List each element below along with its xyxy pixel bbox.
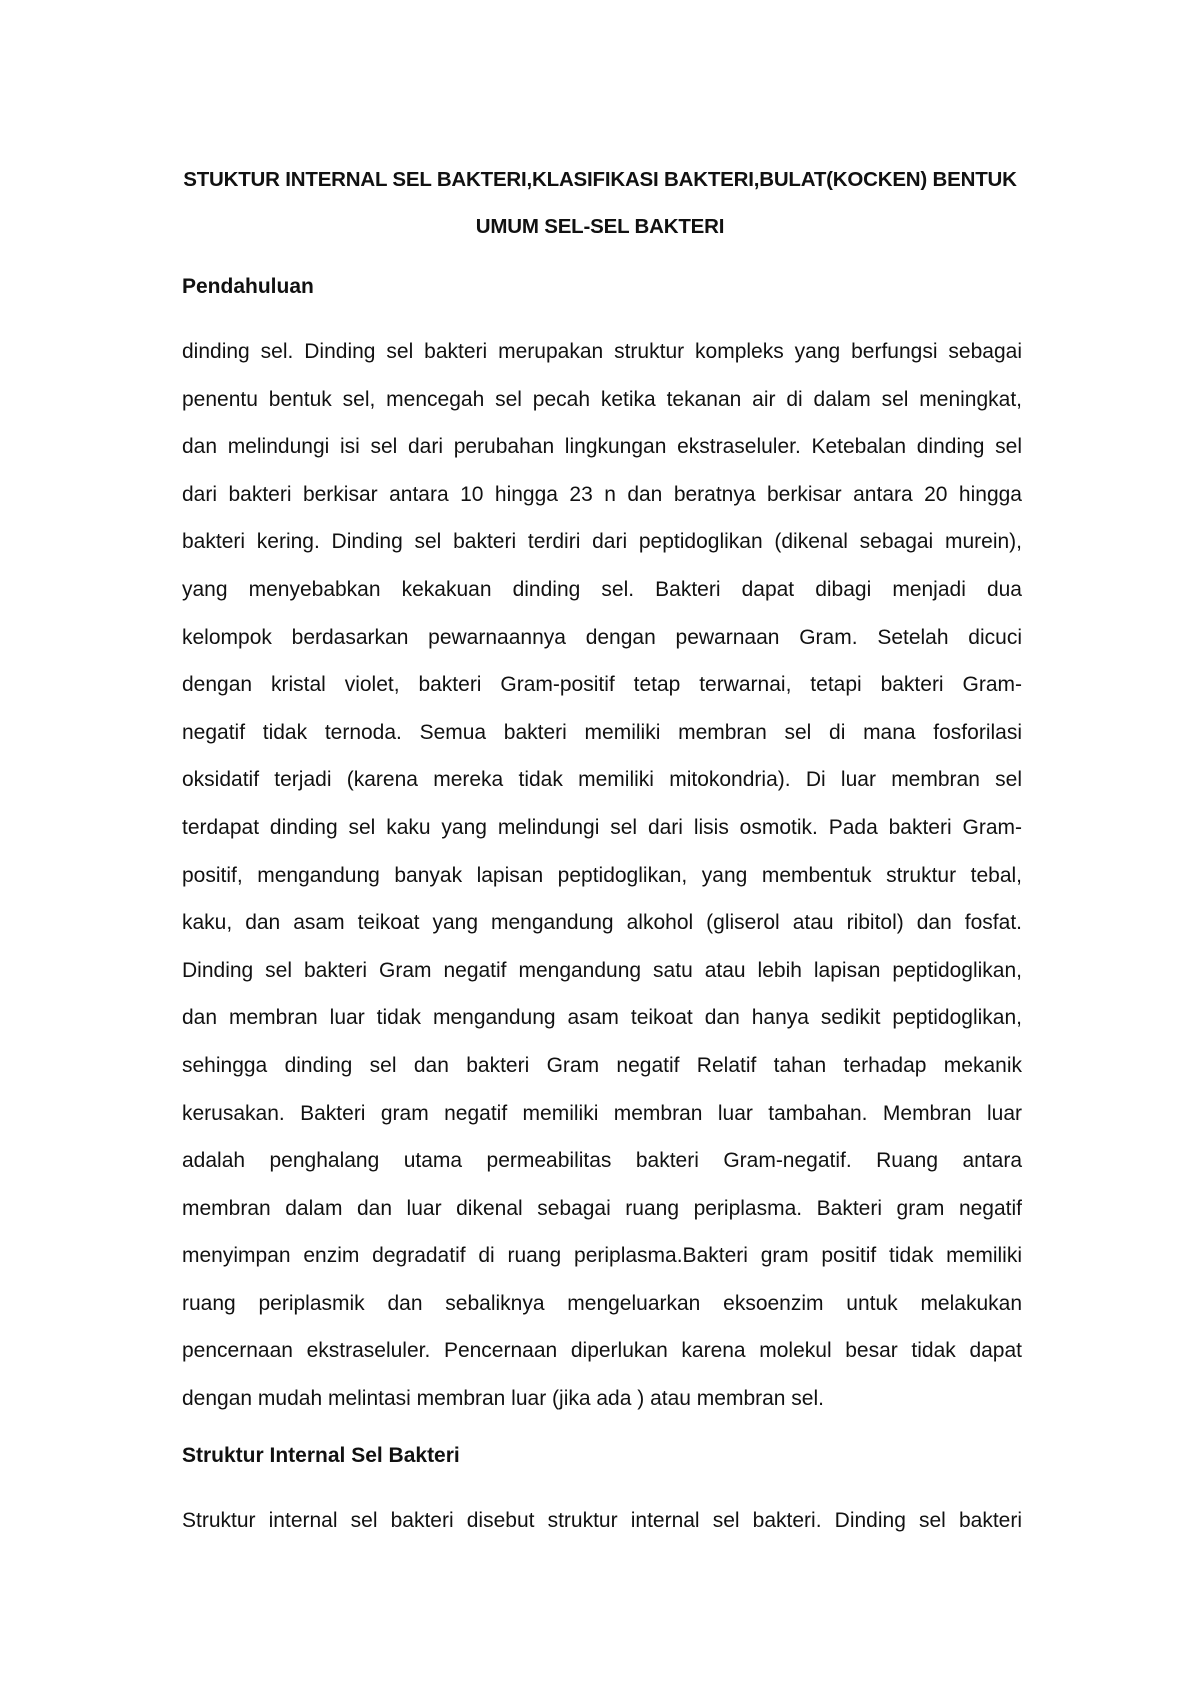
- paragraph-line: penentu bentuk sel, mencegah sel pecah ketika tekanan air di dalam sel meningkat,: [182, 387, 1022, 411]
- paragraph-line: positif, mengandung banyak lapisan peptidoglikan, yang membentuk struktur tebal,: [182, 863, 1022, 887]
- paragraph-line: adalah penghalang utama permeabilitas bakteri Gram-negatif. Ruang antara: [182, 1149, 1022, 1173]
- section-body-pendahuluan: [182, 328, 1022, 1423]
- paragraph-line: negatif tidak ternoda. Semua bakteri memiliki membran sel di mana fosforilasi: [182, 720, 1022, 744]
- title-line-1: STUKTUR INTERNAL SEL BAKTERI,KLASIFIKASI BAKTERI,BULAT(KOCKEN) BENTUK: [183, 168, 1017, 191]
- paragraph-line: dengan mudah melintasi membran luar (jika ada ) atau membran sel.: [182, 1387, 824, 1411]
- paragraph-line: membran dalam dan luar dikenal sebagai ruang periplasma. Bakteri gram negatif: [182, 1196, 1022, 1220]
- paragraph-line: menyimpan enzim degradatif di ruang periplasma.Bakteri gram positif tidak memiliki: [182, 1244, 1022, 1268]
- paragraph-line: sehingga dinding sel dan bakteri Gram negatif Relatif tahan terhadap mekanik: [182, 1053, 1022, 1077]
- section-body-struktur-internal: [182, 1497, 1022, 1545]
- paragraph-line: kaku, dan asam teikoat yang mengandung alkohol (gliserol atau ribitol) dan fosfat.: [182, 911, 1022, 935]
- paragraph-line: Dinding sel bakteri Gram negatif mengandung satu atau lebih lapisan peptidoglikan,: [182, 958, 1022, 982]
- paragraph-line: bakteri kering. Dinding sel bakteri terdiri dari peptidoglikan (dikenal sebagai murein),: [182, 530, 1022, 554]
- paragraph-line: dengan kristal violet, bakteri Gram-positif tetap terwarnai, tetapi bakteri Gram-: [182, 673, 1022, 697]
- paragraph-line: pencernaan ekstraseluler. Pencernaan diperlukan karena molekul besar tidak dapat: [182, 1339, 1022, 1363]
- paragraph-line: dan membran luar tidak mengandung asam teikoat dan hanya sedikit peptidoglikan,: [182, 1006, 1022, 1030]
- paragraph-line: kelompok berdasarkan pewarnaannya dengan pewarnaan Gram. Setelah dicuci: [182, 625, 1022, 649]
- paragraph-line: dinding sel. Dinding sel bakteri merupakan struktur kompleks yang berfungsi sebagai: [182, 340, 1022, 363]
- paragraph-line: kerusakan. Bakteri gram negatif memiliki membran luar tambahan. Membran luar: [182, 1101, 1022, 1125]
- paragraph-line: ruang periplasmik dan sebaliknya mengeluarkan eksoenzim untuk melakukan: [182, 1291, 1022, 1315]
- paragraph-line: terdapat dinding sel kaku yang melindungi sel dari lisis osmotik. Pada bakteri Gram-: [182, 815, 1022, 839]
- title-line-2: UMUM SEL-SEL BAKTERI: [475, 215, 725, 238]
- section-heading-struktur-internal: Struktur Internal Sel Bakteri: [182, 1444, 460, 1467]
- paragraph-line: oksidatif terjadi (karena mereka tidak memiliki mitokondria). Di luar membran sel: [182, 768, 1022, 792]
- paragraph-line: dari bakteri berkisar antara 10 hingga 23 n dan beratnya berkisar antara 20 hingga: [182, 482, 1022, 506]
- section-heading-pendahuluan: Pendahuluan: [182, 275, 314, 298]
- paragraph-line: Struktur internal sel bakteri disebut struktur internal sel bakteri. Dinding sel bakteri: [182, 1509, 1022, 1532]
- paragraph-line: yang menyebabkan kekakuan dinding sel. Bakteri dapat dibagi menjadi dua: [182, 577, 1022, 601]
- document-title: [150, 156, 1050, 250]
- paragraph-line: dan melindungi isi sel dari perubahan lingkungan ekstraseluler. Ketebalan dinding sel: [182, 435, 1022, 459]
